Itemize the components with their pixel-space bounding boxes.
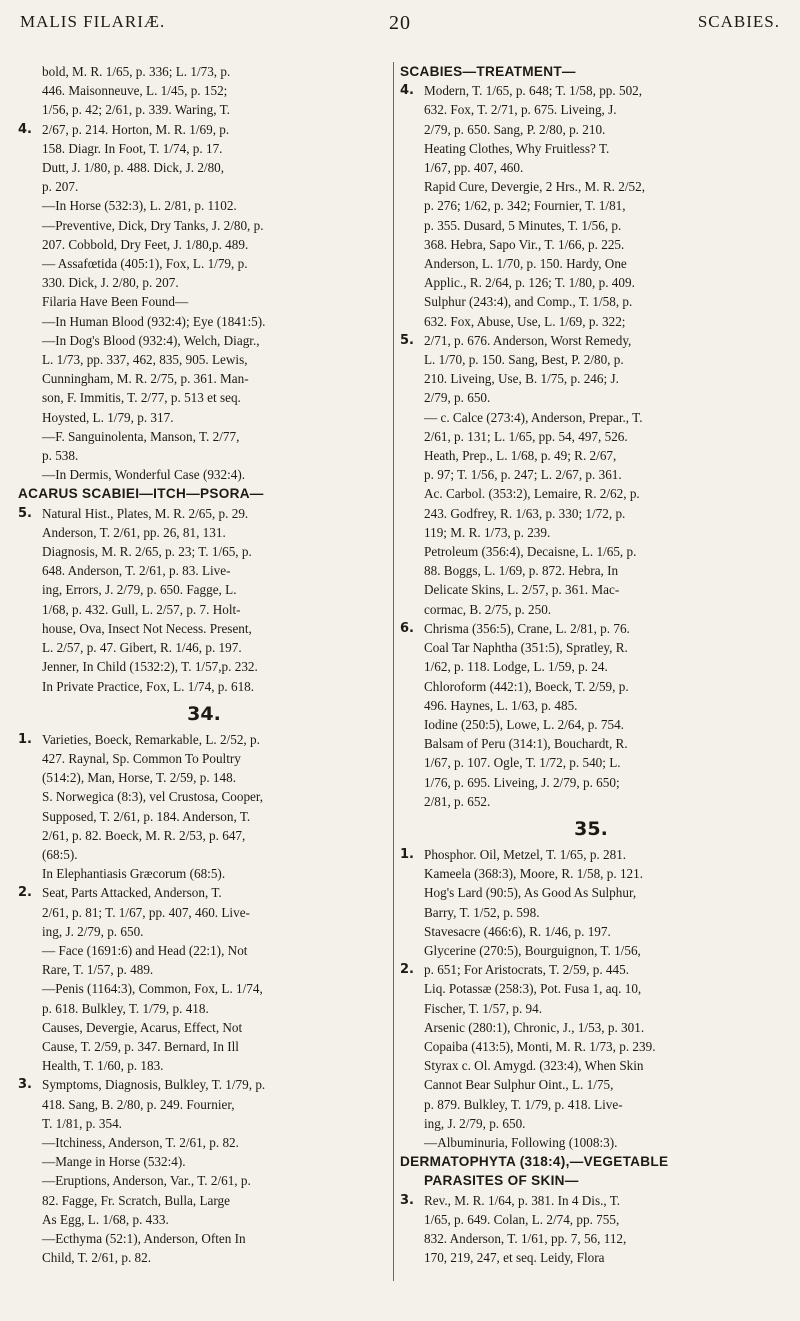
index-line: 158. Diagr. In Foot, T. 1/74, p. 17. xyxy=(42,140,223,156)
index-line: (514:2), Man, Horse, T. 2/59, p. 148. xyxy=(42,770,237,786)
index-line: son, F. Immitis, T. 2/77, p. 513 et seq. xyxy=(42,390,241,406)
index-line: Anderson, T. 2/61, pp. 26, 81, 131. xyxy=(42,524,226,540)
index-line: Kameela (368:3), Moore, R. 1/58, p. 121. xyxy=(424,866,644,882)
index-line xyxy=(18,504,390,523)
index-line: 2/79, p. 650. Sang, P. 2/80, p. 210. xyxy=(424,121,606,137)
index-line: Hog's Lard (90:5), As Good As Sulphur, xyxy=(424,885,637,901)
index-line-text: Natural Hist., Plates, M. R. 2/65, p. 29. xyxy=(42,505,249,521)
page-number: 20 xyxy=(389,12,411,34)
index-line: 119; M. R. 1/73, p. 239. xyxy=(424,524,551,540)
header-left-title: MALIS FILARIÆ. xyxy=(20,12,166,31)
index-line: 832. Anderson, T. 1/61, pp. 7, 56, 112, xyxy=(424,1230,627,1246)
margin-number: 4. xyxy=(18,121,32,137)
margin-number: 1. xyxy=(18,731,32,747)
index-line: Applic., R. 2/64, p. 126; T. 1/80, p. 409. xyxy=(424,275,635,291)
index-line: Arsenic (280:1), Chronic, J., 1/53, p. 301. xyxy=(424,1019,645,1035)
index-line: Delicate Skins, L. 2/57, p. 361. Mac- xyxy=(424,582,620,598)
index-line: Glycerine (270:5), Bourguignon, T. 1/56, xyxy=(424,942,641,958)
index-line: —Preventive, Dick, Dry Tanks, J. 2/80, p. xyxy=(42,217,264,233)
index-line: bold, M. R. 1/65, p. 336; L. 1/73, p. xyxy=(42,64,231,79)
margin-number: 5. xyxy=(18,505,32,521)
index-line xyxy=(400,81,782,100)
index-line: Cunningham, M. R. 2/75, p. 361. Man- xyxy=(42,371,249,387)
index-line: 1/67, pp. 407, 460. xyxy=(424,160,524,176)
index-line: Balsam of Peru (314:1), Bouchardt, R. xyxy=(424,736,628,752)
index-line-text: Seat, Parts Attacked, Anderson, T. xyxy=(42,885,222,901)
index-line: 88. Boggs, L. 1/69, p. 872. Hebra, In xyxy=(424,563,619,579)
index-line: 496. Haynes, L. 1/63, p. 485. xyxy=(424,697,578,713)
index-heading: DERMATOPHYTA (318:4),—VEGETABLE xyxy=(400,1154,669,1170)
index-line: p. 618. Bulkley, T. 1/79, p. 418. xyxy=(42,1000,209,1016)
index-line: (68:5). xyxy=(42,846,78,862)
index-line: 2/81, p. 652. xyxy=(424,793,491,809)
index-line: Copaiba (413:5), Monti, M. R. 1/73, p. 239. xyxy=(424,1038,656,1054)
index-line: S. Norwegica (8:3), vel Crustosa, Cooper, xyxy=(42,789,264,805)
index-line: —In Horse (532:3), L. 2/81, p. 1102. xyxy=(42,198,237,214)
index-line: Anderson, L. 1/70, p. 150. Hardy, One xyxy=(424,256,627,272)
index-line: 1/67, p. 107. Ogle, T. 1/72, p. 540; L. xyxy=(424,755,621,771)
index-line: Dutt, J. 1/80, p. 488. Dick, J. 2/80, xyxy=(42,160,225,176)
index-line: 1/76, p. 695. Liveing, J. 2/79, p. 650; xyxy=(424,774,620,790)
index-line xyxy=(18,120,390,139)
index-line-text: Rev., M. R. 1/64, p. 381. In 4 Dis., T. xyxy=(424,1192,621,1208)
index-line: Coal Tar Naphtha (351:5), Spratley, R. xyxy=(424,640,628,656)
index-line: —F. Sanguinolenta, Manson, T. 2/77, xyxy=(42,428,240,444)
margin-number: 1. xyxy=(400,846,414,862)
index-line xyxy=(18,883,390,902)
column-divider xyxy=(393,62,394,1281)
index-line: 632. Fox, Abuse, Use, L. 1/69, p. 322; xyxy=(424,313,626,329)
index-line xyxy=(400,331,782,350)
index-line: p. 538. xyxy=(42,448,79,464)
index-line: ing, Errors, J. 2/79, p. 650. Fagge, L. xyxy=(42,582,237,598)
index-line: 1/56, p. 42; 2/61, p. 339. Waring, T. xyxy=(42,102,230,118)
index-line: Jenner, In Child (1532:2), T. 1/57,p. 232. xyxy=(42,659,258,675)
margin-number: 5. xyxy=(400,332,414,348)
index-line: 427. Raynal, Sp. Common To Poultry xyxy=(42,750,241,766)
index-line: In Elephantiasis Græcorum (68:5). xyxy=(42,866,226,882)
index-line: Heating Clothes, Why Fruitless? T. xyxy=(424,140,610,156)
index-line: 207. Cobbold, Dry Feet, J. 1/80,p. 489. xyxy=(42,236,249,252)
index-line: Heath, Prep., L. 1/68, p. 49; R. 2/67, xyxy=(424,448,617,464)
index-line: p. 207. xyxy=(42,179,79,195)
margin-number: 3. xyxy=(18,1077,32,1093)
index-line: 2/61, p. 131; L. 1/65, pp. 54, 497, 526. xyxy=(424,428,628,444)
margin-number: 2. xyxy=(400,962,414,978)
index-line: —Albuminuria, Following (1008:3). xyxy=(424,1134,618,1150)
index-line: 243. Godfrey, R. 1/63, p. 330; 1/72, p. xyxy=(424,505,626,521)
index-line: Styrax c. Ol. Amygd. (323:4), When Skin xyxy=(424,1058,644,1074)
index-line: — Face (1691:6) and Head (22:1), Not xyxy=(42,942,248,958)
index-line: 1/65, p. 649. Colan, L. 2/74, pp. 755, xyxy=(424,1211,620,1227)
index-line: cormac, B. 2/75, p. 250. xyxy=(424,601,552,617)
index-line: — Assafœtida (405:1), Fox, L. 1/79, p. xyxy=(42,256,248,272)
index-line: 1/62, p. 118. Lodge, L. 1/59, p. 24. xyxy=(424,659,608,675)
index-line: T. 1/81, p. 354. xyxy=(42,1115,122,1131)
index-line: house, Ova, Insect Not Necess. Present, xyxy=(42,620,252,636)
index-line: In Private Practice, Fox, L. 1/74, p. 618. xyxy=(42,678,255,694)
index-line: L. 1/70, p. 150. Sang, Best, P. 2/80, p. xyxy=(424,352,624,368)
index-line: L. 1/73, pp. 337, 462, 835, 905. Lewis, xyxy=(42,352,248,368)
index-line: 446. Maisonneuve, L. 1/45, p. 152; xyxy=(42,83,228,99)
index-line: p. 97; T. 1/56, p. 247; L. 2/67, p. 361. xyxy=(424,467,622,483)
index-line: 418. Sang, B. 2/80, p. 249. Fournier, xyxy=(42,1096,235,1112)
index-line-text: Varieties, Boeck, Remarkable, L. 2/52, p. xyxy=(42,731,260,747)
index-line: 2/79, p. 650. xyxy=(424,390,491,406)
index-line xyxy=(400,960,782,979)
index-line: —Eruptions, Anderson, Var., T. 2/61, p. xyxy=(42,1173,251,1189)
index-line: L. 2/57, p. 47. Gibert, R. 1/46, p. 197. xyxy=(42,640,242,656)
index-line xyxy=(400,1191,782,1210)
header-right-title: SCABIES. xyxy=(697,12,780,31)
right-column xyxy=(400,62,782,1311)
index-line: —In Dog's Blood (932:4), Welch, Diagr., xyxy=(42,332,260,348)
index-line: Liq. Potassæ (258:3), Pot. Fusa 1, aq. 10, xyxy=(424,981,642,997)
index-line: Child, T. 2/61, p. 82. xyxy=(42,1250,152,1266)
index-line: Iodine (250:5), Lowe, L. 2/64, p. 754. xyxy=(424,716,624,732)
index-line: Cause, T. 2/59, p. 347. Bernard, In Ill xyxy=(42,1038,239,1054)
index-line: —Itchiness, Anderson, T. 2/61, p. 82. xyxy=(42,1134,239,1150)
index-line-text: 2/71, p. 676. Anderson, Worst Remedy, xyxy=(424,332,632,348)
index-line: Cannot Bear Sulphur Oint., L. 1/75, xyxy=(424,1077,614,1093)
index-line: Diagnosis, M. R. 2/65, p. 23; T. 1/65, p. xyxy=(42,544,252,560)
margin-number: 6. xyxy=(400,620,414,636)
index-line-text: 2/67, p. 214. Horton, M. R. 1/69, p. xyxy=(42,121,230,137)
margin-number: 4. xyxy=(400,83,414,99)
index-line: — c. Calce (273:4), Anderson, Prepar., T. xyxy=(424,409,643,425)
index-line: 330. Dick, J. 2/80, p. 207. xyxy=(42,275,179,291)
index-line: 2/61, p. 82. Boeck, M. R. 2/53, p. 647, xyxy=(42,827,246,843)
index-line xyxy=(400,619,782,638)
index-line: p. 879. Bulkley, T. 1/79, p. 418. Live- xyxy=(424,1096,623,1112)
index-heading: ACARUS SCABIEI—ITCH—PSORA— xyxy=(18,486,264,502)
index-line-text: Phosphor. Oil, Metzel, T. 1/65, p. 281. xyxy=(424,846,627,862)
index-line: 632. Fox, T. 2/71, p. 675. Liveing, J. xyxy=(424,102,617,118)
section-number: 35. xyxy=(574,817,608,840)
margin-number: 2. xyxy=(18,885,32,901)
index-line: Petroleum (356:4), Decaisne, L. 1/65, p. xyxy=(424,544,637,560)
index-line: p. 355. Dusard, 5 Minutes, T. 1/56, p. xyxy=(424,217,622,233)
index-line: —In Human Blood (932:4); Eye (1841:5). xyxy=(42,313,266,329)
index-line: Barry, T. 1/52, p. 598. xyxy=(424,904,540,920)
index-line: Sulphur (243:4), and Comp., T. 1/58, p. xyxy=(424,294,633,310)
index-heading: SCABIES—TREATMENT— xyxy=(400,64,576,79)
index-line-text: Symptoms, Diagnosis, Bulkley, T. 1/79, p. xyxy=(42,1077,266,1093)
index-line xyxy=(18,730,390,749)
running-header xyxy=(20,12,780,36)
index-line: p. 276; 1/62, p. 342; Fournier, T. 1/81, xyxy=(424,198,626,214)
index-line: —Mange in Horse (532:4). xyxy=(42,1154,186,1170)
index-line: As Egg, L. 1/68, p. 433. xyxy=(42,1211,169,1227)
index-line: ing, J. 2/79, p. 650. xyxy=(424,1115,526,1131)
index-line: Rare, T. 1/57, p. 489. xyxy=(42,962,154,978)
index-line-text: Modern, T. 1/65, p. 648; T. 1/58, pp. 502, xyxy=(424,83,643,99)
index-line: Rapid Cure, Devergie, 2 Hrs., M. R. 2/52, xyxy=(424,179,645,195)
index-line-text: p. 651; For Aristocrats, T. 2/59, p. 445. xyxy=(424,962,630,978)
section-number: 34. xyxy=(187,702,221,725)
index-line: 170, 219, 247, et seq. Leidy, Flora xyxy=(424,1250,605,1266)
index-line: Causes, Devergie, Acarus, Effect, Not xyxy=(42,1019,243,1035)
index-line: 368. Hebra, Sapo Vir., T. 1/66, p. 225. xyxy=(424,236,625,252)
index-heading: PARASITES OF SKIN— xyxy=(424,1173,579,1189)
index-line: 210. Liveing, Use, B. 1/75, p. 246; J. xyxy=(424,371,619,387)
index-line: Filaria Have Been Found— xyxy=(42,294,189,310)
index-line: Stavesacre (466:6), R. 1/46, p. 197. xyxy=(424,923,611,939)
index-line xyxy=(400,845,782,864)
index-line: Chloroform (442:1), Boeck, T. 2/59, p. xyxy=(424,678,629,694)
index-line: Supposed, T. 2/61, p. 184. Anderson, T. xyxy=(42,808,251,824)
index-line: Fischer, T. 1/57, p. 94. xyxy=(424,1000,543,1016)
index-line: Health, T. 1/60, p. 183. xyxy=(42,1058,164,1074)
margin-number: 3. xyxy=(400,1192,414,1208)
index-line: 82. Fagge, Fr. Scratch, Bulla, Large xyxy=(42,1192,231,1208)
index-line: Hoysted, L. 1/79, p. 317. xyxy=(42,409,174,425)
index-line: ing, J. 2/79, p. 650. xyxy=(42,923,144,939)
index-line xyxy=(18,1075,390,1094)
left-column xyxy=(18,62,390,1311)
index-line-text: Chrisma (356:5), Crane, L. 2/81, p. 76. xyxy=(424,620,630,636)
index-line: 648. Anderson, T. 2/61, p. 83. Live- xyxy=(42,563,231,579)
index-line: 1/68, p. 432. Gull, L. 2/57, p. 7. Holt- xyxy=(42,601,241,617)
index-line: 2/61, p. 81; T. 1/67, pp. 407, 460. Live- xyxy=(42,904,250,920)
index-line: —Ecthyma (52:1), Anderson, Often In xyxy=(42,1230,246,1246)
index-line: —Penis (1164:3), Common, Fox, L. 1/74, xyxy=(42,981,263,997)
index-line: —In Dermis, Wonderful Case (932:4). xyxy=(42,467,246,483)
index-line: Ac. Carbol. (353:2), Lemaire, R. 2/62, p. xyxy=(424,486,640,502)
